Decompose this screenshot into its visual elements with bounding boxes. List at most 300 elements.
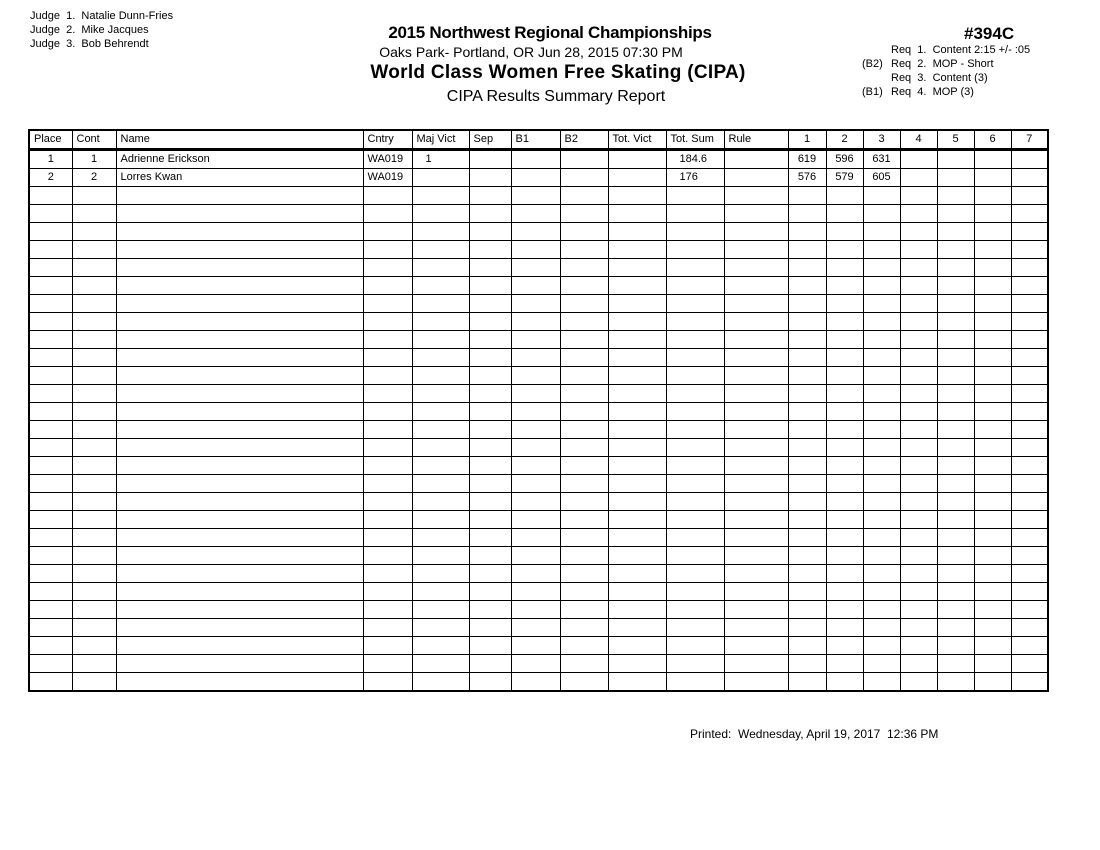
table-cell: [863, 475, 900, 493]
table-cell: [608, 313, 666, 331]
table-cell: [937, 673, 974, 692]
table-cell: [560, 547, 608, 565]
table-cell: [608, 259, 666, 277]
column-header: 4: [900, 130, 937, 150]
table-cell: [560, 241, 608, 259]
table-cell: [511, 493, 560, 511]
table-row: [29, 169, 1048, 187]
table-cell: [29, 493, 72, 511]
table-cell: [974, 259, 1011, 277]
table-cell: [974, 331, 1011, 349]
table-cell: 2: [72, 169, 116, 187]
table-cell: [974, 439, 1011, 457]
table-cell: [666, 457, 724, 475]
table-cell: [560, 349, 608, 367]
table-cell: [363, 421, 412, 439]
table-cell: [1011, 349, 1048, 367]
table-cell: [826, 583, 863, 601]
table-cell: [608, 349, 666, 367]
table-cell: [29, 529, 72, 547]
table-cell: [363, 529, 412, 547]
table-cell: [412, 583, 469, 601]
table-cell: [974, 367, 1011, 385]
table-cell: [863, 241, 900, 259]
table-cell: [560, 150, 608, 169]
table-cell: [974, 619, 1011, 637]
table-cell: [511, 277, 560, 295]
requirement-2: (B2) Req 2. MOP - Short: [862, 58, 994, 70]
table-cell: [363, 277, 412, 295]
table-cell: [469, 565, 511, 583]
table-cell: [560, 421, 608, 439]
table-cell: [608, 403, 666, 421]
table-cell: [72, 241, 116, 259]
table-cell: [974, 349, 1011, 367]
table-cell: [608, 367, 666, 385]
table-cell: [116, 205, 363, 223]
table-cell: [511, 187, 560, 205]
table-cell: [608, 529, 666, 547]
table-cell: [974, 475, 1011, 493]
table-cell: [363, 547, 412, 565]
table-cell: [1011, 673, 1048, 692]
table-cell: [511, 241, 560, 259]
table-cell: 176: [666, 169, 724, 187]
table-cell: [724, 277, 788, 295]
table-cell: [1011, 187, 1048, 205]
table-row: [29, 583, 1048, 601]
table-cell: [412, 385, 469, 403]
table-cell: [1011, 367, 1048, 385]
table-cell: [560, 223, 608, 241]
table-cell: [1011, 583, 1048, 601]
table-cell: [608, 475, 666, 493]
table-cell: [412, 421, 469, 439]
table-cell: [863, 547, 900, 565]
table-cell: [724, 673, 788, 692]
table-cell: [412, 655, 469, 673]
table-cell: [724, 439, 788, 457]
table-cell: [511, 205, 560, 223]
table-cell: [826, 205, 863, 223]
table-cell: [72, 295, 116, 313]
table-cell: [116, 457, 363, 475]
table-cell: [116, 259, 363, 277]
table-cell: [608, 205, 666, 223]
table-cell: [788, 421, 826, 439]
table-cell: [72, 439, 116, 457]
table-cell: [666, 277, 724, 295]
requirements-list: [862, 43, 1030, 99]
table-cell: [724, 205, 788, 223]
table-cell: [900, 169, 937, 187]
table-cell: [72, 367, 116, 385]
table-cell: [724, 547, 788, 565]
table-cell: [608, 187, 666, 205]
table-cell: [974, 637, 1011, 655]
table-cell: [974, 295, 1011, 313]
table-cell: [724, 349, 788, 367]
table-cell: [900, 295, 937, 313]
table-cell: [863, 295, 900, 313]
table-cell: [788, 331, 826, 349]
table-cell: [900, 367, 937, 385]
table-cell: [863, 259, 900, 277]
table-cell: [974, 583, 1011, 601]
table-cell: [412, 277, 469, 295]
table-cell: [826, 439, 863, 457]
table-cell: [469, 349, 511, 367]
table-cell: [1011, 295, 1048, 313]
table-cell: [666, 205, 724, 223]
table-cell: [363, 385, 412, 403]
table-cell: 1: [412, 150, 469, 169]
table-cell: [666, 529, 724, 547]
table-cell: [72, 457, 116, 475]
table-cell: [724, 529, 788, 547]
table-cell: [1011, 511, 1048, 529]
table-cell: [511, 529, 560, 547]
table-cell: [1011, 619, 1048, 637]
table-cell: [788, 349, 826, 367]
judge-name: Mike Jacques: [81, 24, 149, 36]
table-cell: [72, 313, 116, 331]
table-cell: [116, 493, 363, 511]
table-cell: [560, 295, 608, 313]
requirement-1: Req 1. Content 2:15 +/- :05: [891, 44, 1031, 56]
table-cell: [560, 457, 608, 475]
table-cell: [666, 547, 724, 565]
table-cell: [666, 295, 724, 313]
table-cell: [974, 673, 1011, 692]
table-cell: [1011, 205, 1048, 223]
table-cell: [826, 601, 863, 619]
table-cell: [412, 673, 469, 692]
table-cell: [974, 313, 1011, 331]
table-cell: [511, 349, 560, 367]
table-cell: [826, 673, 863, 692]
table-cell: [826, 367, 863, 385]
table-cell: [29, 619, 72, 637]
table-cell: [666, 655, 724, 673]
table-cell: [560, 277, 608, 295]
table-row: [29, 241, 1048, 259]
table-cell: [826, 331, 863, 349]
table-cell: [29, 565, 72, 583]
table-cell: [937, 150, 974, 169]
table-cell: [363, 493, 412, 511]
table-cell: [900, 457, 937, 475]
table-cell: [29, 223, 72, 241]
table-cell: [724, 457, 788, 475]
table-cell: [937, 601, 974, 619]
column-header: Tot. Vict: [608, 130, 666, 150]
table-row: [29, 259, 1048, 277]
table-cell: [469, 295, 511, 313]
table-cell: [469, 673, 511, 692]
table-cell: [724, 475, 788, 493]
table-cell: [72, 583, 116, 601]
table-cell: [29, 655, 72, 673]
table-cell: [412, 565, 469, 583]
table-cell: [666, 475, 724, 493]
table-cell: [412, 529, 469, 547]
table-cell: [788, 259, 826, 277]
table-cell: [511, 223, 560, 241]
table-cell: [724, 187, 788, 205]
table-cell: [900, 421, 937, 439]
table-row: [29, 277, 1048, 295]
column-header: 2: [826, 130, 863, 150]
table-cell: [72, 223, 116, 241]
table-cell: [608, 169, 666, 187]
table-cell: [666, 493, 724, 511]
table-cell: [1011, 547, 1048, 565]
table-cell: [724, 259, 788, 277]
table-cell: [724, 331, 788, 349]
table-cell: [469, 529, 511, 547]
table-cell: [363, 601, 412, 619]
table-cell: [1011, 169, 1048, 187]
table-cell: [469, 385, 511, 403]
table-cell: [937, 313, 974, 331]
table-cell: [29, 367, 72, 385]
table-cell: [116, 475, 363, 493]
table-cell: [72, 619, 116, 637]
table-cell: [412, 493, 469, 511]
table-cell: [116, 277, 363, 295]
table-cell: [826, 349, 863, 367]
table-cell: [560, 475, 608, 493]
table-cell: [608, 331, 666, 349]
table-cell: [469, 205, 511, 223]
table-cell: [116, 385, 363, 403]
table-cell: [937, 637, 974, 655]
table-cell: [469, 223, 511, 241]
table-cell: [412, 169, 469, 187]
table-cell: [863, 511, 900, 529]
table-cell: [826, 655, 863, 673]
table-cell: [29, 187, 72, 205]
table-cell: [363, 331, 412, 349]
table-cell: [724, 223, 788, 241]
table-cell: [724, 565, 788, 583]
table-cell: [511, 601, 560, 619]
table-cell: [974, 187, 1011, 205]
table-cell: [116, 655, 363, 673]
table-cell: [863, 529, 900, 547]
table-cell: [29, 421, 72, 439]
table-cell: [666, 583, 724, 601]
table-cell: [363, 403, 412, 421]
table-cell: Adrienne Erickson: [116, 150, 363, 169]
table-cell: [511, 150, 560, 169]
table-cell: [724, 619, 788, 637]
table-cell: [511, 313, 560, 331]
table-cell: [363, 655, 412, 673]
table-cell: [937, 583, 974, 601]
table-cell: [863, 349, 900, 367]
table-cell: [937, 277, 974, 295]
table-cell: [863, 457, 900, 475]
table-cell: [469, 547, 511, 565]
table-cell: [788, 367, 826, 385]
table-cell: [826, 421, 863, 439]
table-cell: [724, 583, 788, 601]
table-cell: [863, 223, 900, 241]
table-cell: [826, 529, 863, 547]
table-cell: [608, 421, 666, 439]
column-header: Name: [116, 130, 363, 150]
table-cell: [72, 601, 116, 619]
table-cell: [1011, 403, 1048, 421]
table-cell: [724, 241, 788, 259]
table-cell: [116, 583, 363, 601]
table-cell: [788, 493, 826, 511]
table-cell: [900, 637, 937, 655]
table-cell: [788, 583, 826, 601]
table-cell: [826, 187, 863, 205]
table-cell: [116, 547, 363, 565]
table-cell: [72, 637, 116, 655]
table-cell: [788, 475, 826, 493]
table-cell: [788, 565, 826, 583]
table-cell: [560, 439, 608, 457]
table-cell: [469, 277, 511, 295]
table-cell: [666, 385, 724, 403]
table-cell: [29, 637, 72, 655]
table-cell: [666, 223, 724, 241]
table-cell: [412, 403, 469, 421]
column-header: Place: [29, 130, 72, 150]
table-cell: [469, 187, 511, 205]
table-cell: [511, 475, 560, 493]
table-cell: [412, 349, 469, 367]
judge-1: Judge 1. Natalie Dunn-Fries: [30, 10, 174, 22]
table-cell: [724, 601, 788, 619]
table-cell: [937, 457, 974, 475]
table-cell: [72, 349, 116, 367]
column-header: B2: [560, 130, 608, 150]
table-cell: [608, 493, 666, 511]
table-cell: [900, 403, 937, 421]
table-cell: [937, 367, 974, 385]
table-cell: [116, 313, 363, 331]
table-cell: [469, 637, 511, 655]
column-header: Rule: [724, 130, 788, 150]
column-header: 5: [937, 130, 974, 150]
table-cell: [469, 475, 511, 493]
table-cell: [560, 511, 608, 529]
table-cell: [560, 619, 608, 637]
table-cell: [788, 385, 826, 403]
table-cell: [666, 565, 724, 583]
table-cell: [788, 205, 826, 223]
table-cell: 631: [863, 150, 900, 169]
table-row: [29, 673, 1048, 692]
event-number: #394C: [964, 24, 1015, 43]
table-cell: [469, 457, 511, 475]
table-cell: [788, 547, 826, 565]
table-cell: [666, 331, 724, 349]
table-row: [29, 331, 1048, 349]
table-cell: [974, 169, 1011, 187]
table-cell: [863, 313, 900, 331]
table-cell: [412, 259, 469, 277]
table-cell: [974, 529, 1011, 547]
table-cell: [900, 601, 937, 619]
table-cell: [608, 385, 666, 403]
table-cell: [937, 403, 974, 421]
table-cell: [608, 655, 666, 673]
table-cell: [608, 673, 666, 692]
column-header: Maj Vict: [412, 130, 469, 150]
table-cell: [116, 529, 363, 547]
table-cell: [666, 673, 724, 692]
table-cell: [900, 547, 937, 565]
table-cell: [469, 241, 511, 259]
table-cell: [826, 277, 863, 295]
table-cell: [974, 457, 1011, 475]
table-cell: [900, 655, 937, 673]
table-cell: [937, 493, 974, 511]
table-cell: 619: [788, 150, 826, 169]
table-cell: [724, 421, 788, 439]
table-row: [29, 475, 1048, 493]
table-cell: [1011, 457, 1048, 475]
table-cell: [29, 511, 72, 529]
table-cell: [29, 385, 72, 403]
table-cell: [469, 511, 511, 529]
table-row: [29, 385, 1048, 403]
table-cell: [116, 439, 363, 457]
table-row: [29, 367, 1048, 385]
table-cell: [900, 349, 937, 367]
table-cell: [469, 313, 511, 331]
table-cell: [412, 547, 469, 565]
table-cell: [666, 601, 724, 619]
table-cell: [412, 511, 469, 529]
table-cell: [511, 511, 560, 529]
table-cell: [974, 223, 1011, 241]
column-header: Cntry: [363, 130, 412, 150]
table-cell: [863, 385, 900, 403]
table-cell: [900, 673, 937, 692]
table-row: [29, 565, 1048, 583]
table-cell: [863, 187, 900, 205]
table-cell: [560, 259, 608, 277]
column-header: Cont: [72, 130, 116, 150]
column-header: B1: [511, 130, 560, 150]
table-cell: [72, 475, 116, 493]
column-header: 3: [863, 130, 900, 150]
table-row: [29, 493, 1048, 511]
table-cell: [560, 493, 608, 511]
table-cell: [788, 295, 826, 313]
table-cell: [412, 619, 469, 637]
table-row: [29, 601, 1048, 619]
table-cell: [608, 583, 666, 601]
table-cell: [116, 565, 363, 583]
table-cell: [826, 493, 863, 511]
table-cell: [29, 547, 72, 565]
table-cell: [826, 313, 863, 331]
table-cell: [937, 241, 974, 259]
table-cell: [937, 223, 974, 241]
table-cell: [116, 331, 363, 349]
table-cell: [937, 565, 974, 583]
table-cell: [412, 187, 469, 205]
